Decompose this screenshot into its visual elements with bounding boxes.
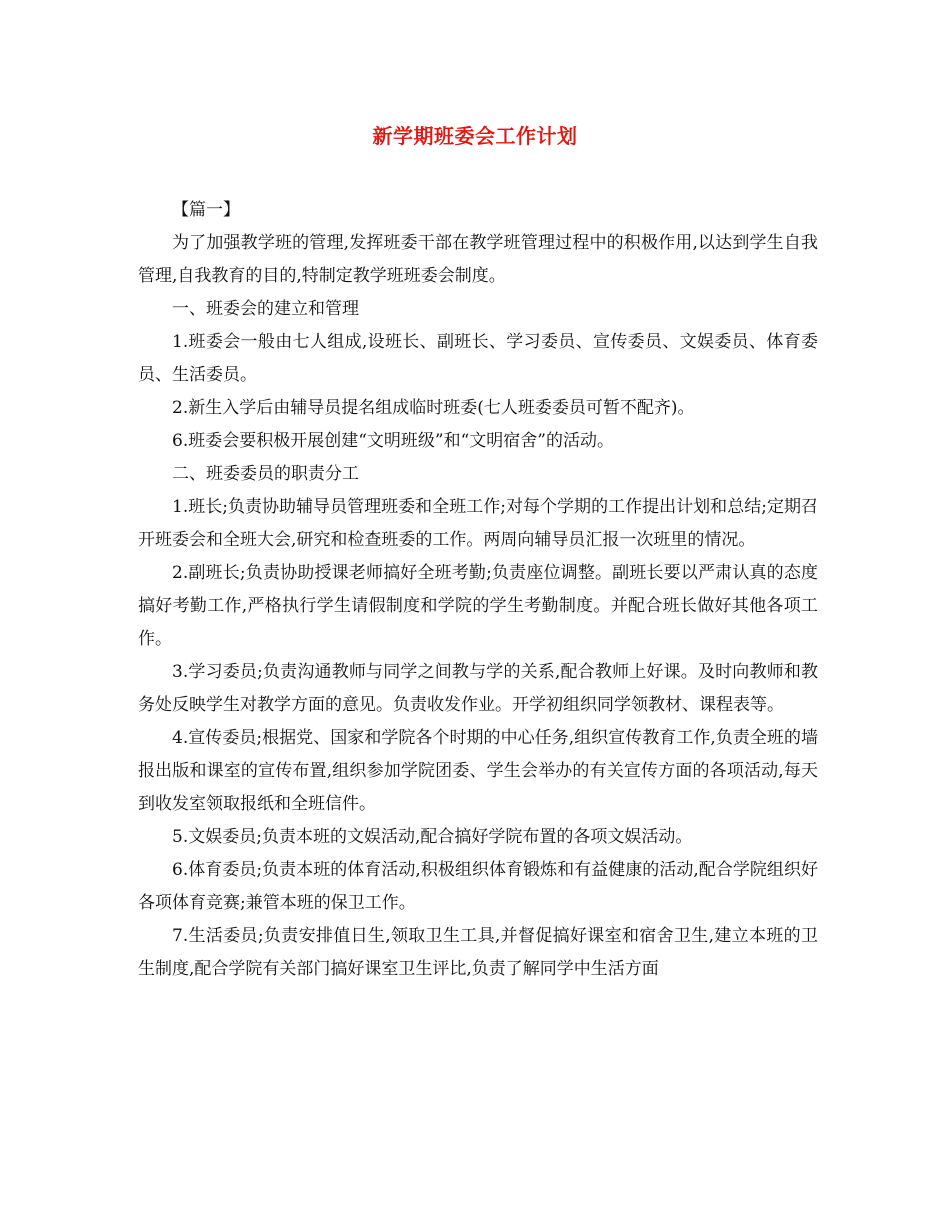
paragraph-1-1: 1.班委会一般由七人组成,设班长、副班长、学习委员、宣传委员、文娱委员、体育委员、生活委员。 bbox=[138, 332, 818, 385]
paragraph-2-6: 6.体育委员;负责本班的体育活动,积极组织体育锻炼和有益健康的活动,配合学院组织好各项体育竞赛;兼管本班的保卫工作。 bbox=[138, 860, 818, 913]
paragraph-2-5: 5.文娱委员;负责本班的文娱活动,配合搞好学院布置的各项文娱活动。 bbox=[172, 827, 693, 847]
paragraph-1-2: 2.新生入学后由辅导员提名组成临时班委(七人班委委员可暂不配齐)。 bbox=[172, 398, 695, 418]
paragraph-2-3: 3.学习委员;负责沟通教师与同学之间教与学的关系,配合教师上好课。及时向教师和教务处反映学生对教学方面的意见。负责收发作业。开学初组织同学领教材、课程表等。 bbox=[138, 662, 818, 715]
section-heading-2: 二、班委委员的职责分工 bbox=[172, 464, 359, 484]
paragraph-2-4: 4.宣传委员;根据党、国家和学院各个时期的中心任务,组织宣传教育工作,负责全班的墙报出版和课室的宣传布置,组织参加学院团委、学生会举办的有关宣传方面的各项活动,每天到收发室领取报纸和全班信件。 bbox=[138, 728, 818, 814]
section-heading-1: 一、班委会的建立和管理 bbox=[172, 299, 359, 319]
section-marker: 【篇一】 bbox=[172, 200, 240, 220]
paragraph-2-1: 1.班长;负责协助辅导员管理班委和全班工作;对每个学期的工作提出计划和总结;定期召开班委会和全班大会,研究和检查班委的工作。两周向辅导员汇报一次班里的情况。 bbox=[138, 497, 818, 550]
document-title: 新学期班委会工作计划 bbox=[372, 124, 578, 148]
document-body bbox=[138, 194, 818, 986]
paragraph-2-2: 2.副班长;负责协助授课老师搞好全班考勤;负责座位调整。副班长要以严肃认真的态度搞好考勤工作,严格执行学生请假制度和学院的学生考勤制度。并配合班长做好其他各项工作。 bbox=[138, 563, 818, 649]
paragraph-1-6: 6.班委会要积极开展创建“文明班级”和“文明宿舍”的活动。 bbox=[172, 431, 614, 451]
intro-paragraph: 为了加强教学班的管理,发挥班委干部在教学班管理过程中的积极作用,以达到学生自我管理,自我教育的目的,特制定教学班班委会制度。 bbox=[138, 233, 818, 286]
paragraph-2-7: 7.生活委员;负责安排值日生,领取卫生工具,并督促搞好课室和宿舍卫生,建立本班的卫生制度,配合学院有关部门搞好课室卫生评比,负责了解同学中生活方面 bbox=[138, 926, 818, 979]
